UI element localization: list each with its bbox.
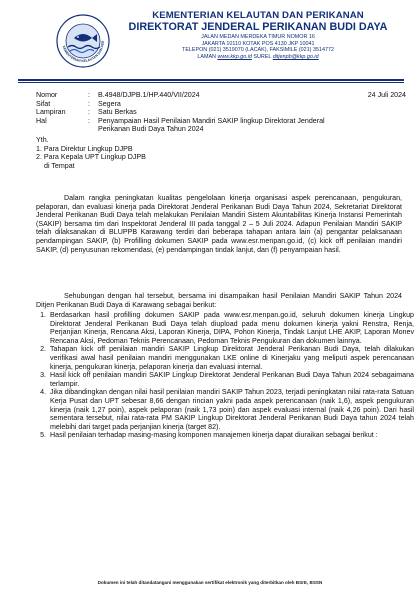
ministry-name: KEMENTERIAN KELAUTAN DAN PERIKANAN bbox=[152, 10, 364, 21]
letter-meta bbox=[36, 91, 406, 134]
list-item: 2. Tahapan kick off penilaian mandiri SAKIP Lingkup Direktorat Jenderal Perikanan Budi Daya, telah dilakukan verifikasi awal hasil penilaian mandiri menggunakan LKE online di Kinerjaku yang meliputi aspek perencanaan kinerja, pengukuran kinerja, pelaporan kinerja dan evaluasi internal. bbox=[48, 345, 414, 371]
sifat-label: Sifat bbox=[36, 99, 51, 108]
svg-text:KEMENTERIAN KELAUTAN DAN PERIK: KEMENTERIAN KELAUTAN DAN PER bbox=[61, 40, 106, 64]
lampiran-label: Lampiran bbox=[36, 108, 66, 117]
directorate-name: DIREKTORAT JENDERAL PERIKANAN BUDI DAYA bbox=[128, 21, 388, 33]
colon: : bbox=[88, 108, 90, 117]
surel-label: SUREL bbox=[253, 53, 272, 60]
list-item: 4. Jika dibandingkan dengan nilai hasil penilaian mandiri SAKIP Tahun 2023, terjadi peningkatan nilai rata-rata Satuan Kerja Pusat dan UPT sebesar 8,66 dengan rincian yakni pada aspek perencanaan (naik 1,6), aspek pengukuran kinerja (naik 1,27 poin), aspek pelaporan (naik 1,73 poin) dan aspek evaluasi internal (naik 4,26 poin). Dari hasil sementara tersebut, nilai rata-rata PM SAKIP Lingkup Direktorat Jenderal Perikanan Budi Daya tahun 2024 telah melebihi dari target pada perjanjian kinerja (target 82). bbox=[48, 388, 414, 431]
addressee-place: di Tempat bbox=[44, 161, 75, 170]
letterhead-divider-thin bbox=[18, 82, 404, 83]
colon: : bbox=[88, 116, 90, 125]
yth: Yth. bbox=[36, 136, 49, 144]
list-item: 1. Berdasarkan hasil profilling dokumen SAKIP pada www.esr.menpan.go.id, seluruh dokumen kinerja Lingkup Direktorat Jenderal Perikanan Budi Daya telah diupload pada menu dokumen kinerja yakni Renstra, Renja, Perjanjian Kinerja, Rencana Aksi, Laporan Kinerja, DIPA, Pohon Kinerja, Tindak Lanjut LHE AKIP, Laporan Monev Rencana Aksi, Pedoman Teknis Perencanaan, Pedoman Teknis Pengukuran dan dokumen lainnya. bbox=[48, 311, 414, 345]
letterhead-divider bbox=[18, 79, 404, 81]
result-points-list bbox=[36, 311, 414, 440]
ministry-logo bbox=[56, 14, 110, 68]
address-line-web bbox=[108, 54, 408, 61]
lampiran-value: Satu Berkas bbox=[98, 108, 137, 117]
colon: : bbox=[88, 91, 90, 99]
letterhead bbox=[108, 10, 408, 60]
address-line-2: JAKARTA 10110 KOTAK POS 4130 JKP 10041 bbox=[201, 40, 315, 47]
laman-label: LAMAN bbox=[197, 53, 216, 60]
address-line-1: JALAN MEDAN MERDEKA TIMUR NOMOR 16 bbox=[201, 34, 315, 40]
address-line-3: TELEPON (021) 3519070 (LACAK), FAKSIMILE (021) 3514772 bbox=[182, 47, 334, 54]
list-item: 5. Hasil penilaian terhadap masing-masing komponen manajemen kinerja dapat diuraikan sebagai berikut : bbox=[48, 431, 414, 440]
nomor-value: B.4948/DJPB.1/HP.440/VII/2024 bbox=[98, 91, 200, 99]
sifat-value: Segera bbox=[98, 99, 121, 108]
colon: : bbox=[88, 99, 90, 108]
addressee-line-1: 1. Para Direktur Lingkup DJPB bbox=[36, 144, 133, 153]
addressee-line-2: 2. Para Kepala UPT Lingkup DJPB bbox=[36, 153, 146, 162]
surel-link[interactable]: ditjenpb@kkp.go.id bbox=[272, 53, 319, 60]
body-paragraph-1: Dalam rangka peningkatan kualitas pengelolaan kinerja organisasi aspek perencanaan, pengukuran, pelaporan, dan evaluasi kinerja pada Direktorat Jenderal Perikanan Budi Daya Tahun 2024, Sekretariat Direktorat Jenderal Perikanan Budi Daya telah melakukan Penilaian Mandiri Sistem Akuntabilitas Kinerja Instansi Pemerintah (SAKIP) bersama tim dari Inspektorat Jenderal III pada tanggal 2 – 5 Juli 2024. Adapun Penilaian Mandiri SAKIP telah dilaksanakan di BLUPPB Karawang terdiri dari beberapa tahapan antara lain (a) pengantar pelaksanaan pendampingan SAKIP, (b) Profilling dokumen SAKIP pada www.esr.menpan.go.id, (c) kick off penilaian mandiri SAKIP, (d) penyusunan rekomendasi, (e) pendampingan tindak lanjut, dan (f) penyampaian hasil. bbox=[36, 194, 402, 254]
hal-label: Hal bbox=[36, 116, 47, 125]
hal-value: Penyampaian Hasil Penilaian Mandiri SAKIP lingkup Direktorat Jenderal Perikanan Budi Daya Tahun 2024 bbox=[98, 116, 325, 134]
letter-date: 24 Juli 2024 bbox=[367, 91, 406, 99]
body-paragraph-2: Sehubungan dengan hal tersebut, bersama ini disampaikan hasil Penilaian Mandiri SAKIP Tahun 2024 Ditjen Perikanan Budi Daya di Karawang sebagai berikut: bbox=[36, 292, 402, 309]
esign-footer: Dokumen ini telah ditandatangani menggunakan sertifikat elektronik yang diterbitkan oleh BSrE, BSSN bbox=[97, 580, 323, 585]
list-item: 3. Hasil kick off penilaian mandiri SAKIP Lingkup Direktorat Jenderal Perikanan Budi Daya Tahun 2024 sebagaimana terlampir. bbox=[48, 371, 414, 388]
addressee-block bbox=[36, 136, 402, 170]
nomor-label: Nomor bbox=[36, 91, 58, 99]
laman-link[interactable]: www.kkp.go.id bbox=[217, 53, 252, 60]
